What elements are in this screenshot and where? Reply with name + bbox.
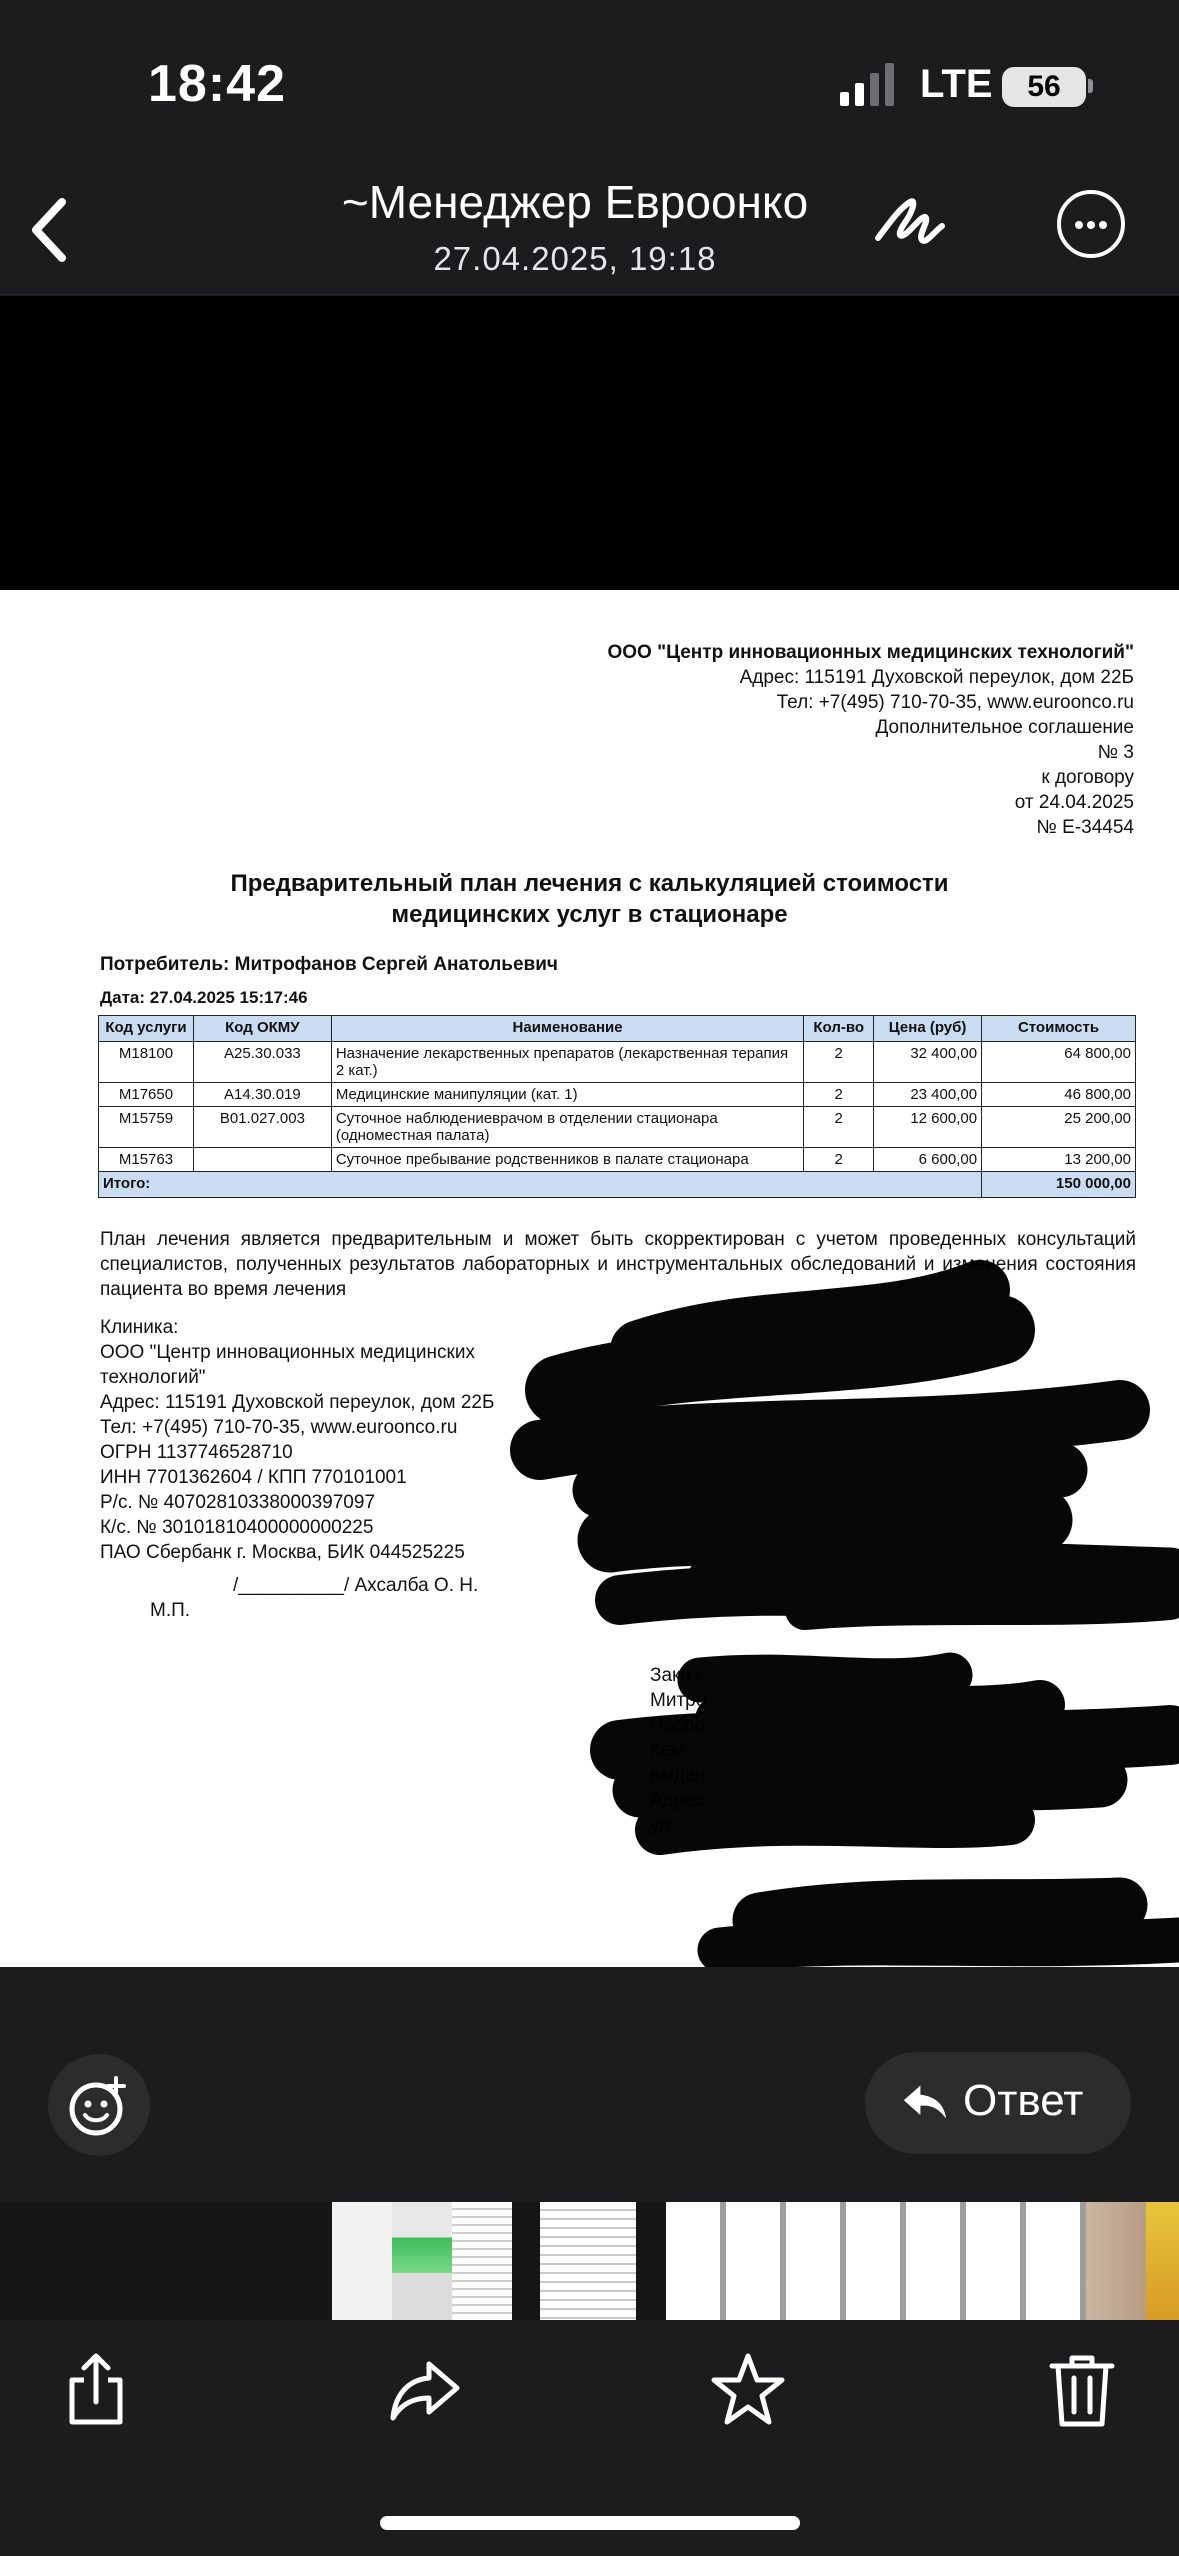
thumbnail[interactable] [452, 2202, 512, 2320]
add-reaction-button[interactable] [48, 2054, 150, 2156]
quantity: 2 [804, 1148, 874, 1172]
sender-title: ~Менеджер Евроонко [341, 176, 809, 228]
quantity: 2 [804, 1042, 874, 1083]
reply-button[interactable] [865, 2052, 1131, 2154]
customer-fragment: Адрес [650, 1790, 705, 1811]
share-icon[interactable] [56, 2350, 136, 2430]
cost: 13 200,00 [982, 1148, 1136, 1172]
service-code: M15763 [99, 1148, 194, 1172]
total-value: 150 000,00 [982, 1172, 1136, 1198]
smiley-plus-icon [48, 2054, 150, 2156]
home-indicator [380, 2516, 800, 2530]
redaction-scribble [0, 590, 1179, 1967]
service-name: Суточное пребывание родственников в палате стационара [331, 1148, 803, 1172]
clinic-line: ОГРН 1137746528710 [100, 1442, 293, 1463]
quantity: 2 [804, 1107, 874, 1148]
document-image [0, 590, 1179, 1967]
clinic-line: К/с. № 30101810400000000225 [100, 1517, 374, 1538]
battery-tip [1088, 79, 1093, 93]
clinic-line: ИНН 7701362604 / КПП 770101001 [100, 1467, 407, 1488]
col-header: Стоимость [982, 1016, 1136, 1042]
customer-fragment: Паспо [650, 1715, 705, 1736]
service-name: Суточное наблюдениеврачом в отделении стационара (одноместная палата) [331, 1107, 803, 1148]
status-time: 18:42 [148, 55, 286, 113]
cost: 46 800,00 [982, 1083, 1136, 1107]
customer-fragment: Заказ [650, 1665, 700, 1686]
reply-label: Ответ [963, 2076, 1084, 2125]
clinic-line: Р/с. № 40702810338000397097 [100, 1492, 376, 1513]
battery-icon: 56 [1002, 67, 1086, 107]
contract-label: к договору [1041, 767, 1134, 788]
signal-icon [838, 62, 898, 106]
customer-fragment: Кем [650, 1740, 685, 1761]
cost: 64 800,00 [982, 1042, 1136, 1083]
clinic-line: Тел: +7(495) 710-70-35, www.euroonco.ru [100, 1417, 458, 1438]
agreement-label: Дополнительное соглашение [875, 717, 1134, 738]
clinic-line: ООО "Центр инновационных медицинских [100, 1342, 475, 1363]
clinic-line: Клиника: [100, 1317, 179, 1338]
consumer-name: Потребитель: Митрофанов Сергей Анатольевич [100, 954, 558, 975]
thumbnail[interactable] [1146, 2202, 1179, 2320]
org-address: Адрес: 115191 Духовской переулок, дом 22Б [739, 667, 1134, 688]
thumbnail[interactable] [392, 2202, 452, 2320]
col-header: Цена (руб) [874, 1016, 982, 1042]
okmu-code: A14.30.019 [193, 1083, 331, 1107]
org-name: ООО "Центр инновационных медицинских технологий" [607, 642, 1134, 663]
customer-fragment: Митро [650, 1690, 707, 1711]
price: 12 600,00 [874, 1107, 982, 1148]
thumbnail-strip[interactable] [0, 2202, 1179, 2320]
trash-icon[interactable] [1042, 2350, 1122, 2430]
thumbnail-group[interactable] [666, 2202, 1086, 2320]
total-label: Итого: [99, 1172, 982, 1198]
service-name: Медицинские манипуляции (кат. 1) [331, 1083, 803, 1107]
service-name: Назначение лекарственных препаратов (лекарственная терапия 2 кат.) [331, 1042, 803, 1083]
clinic-line: технологий" [100, 1367, 206, 1388]
network-label: LTE [920, 62, 993, 106]
chat-header [0, 150, 1179, 295]
thumbnail[interactable] [540, 2202, 636, 2320]
thumbnail[interactable] [1086, 2202, 1146, 2320]
message-timestamp: 27.04.2025, 19:18 [433, 240, 717, 277]
col-header: Код ОКМУ [193, 1016, 331, 1042]
okmu-code: B01.027.003 [193, 1107, 331, 1148]
more-options-icon[interactable] [1057, 190, 1125, 258]
contract-number: № Е-34454 [1036, 817, 1134, 838]
service-code: M17650 [99, 1083, 194, 1107]
star-icon[interactable] [708, 2350, 788, 2430]
customer-fragment: ул [650, 1815, 671, 1836]
stamp-label: М.П. [150, 1600, 191, 1621]
customer-fragment: выдан [650, 1765, 706, 1786]
agreement-number: № 3 [1097, 742, 1134, 763]
contract-date: от 24.04.2025 [1014, 792, 1134, 813]
clinic-line: ПАО Сбербанк г. Москва, БИК 044525225 [100, 1542, 465, 1563]
forward-icon[interactable] [385, 2350, 465, 2430]
price: 23 400,00 [874, 1083, 982, 1107]
document-title-line-1: Предварительный план лечения с калькуляцией стоимости [230, 870, 949, 897]
cost: 25 200,00 [982, 1107, 1136, 1148]
thumbnail[interactable] [332, 2202, 392, 2320]
reply-arrow-icon [901, 2080, 949, 2126]
col-header: Код услуги [99, 1016, 194, 1042]
service-code: M15759 [99, 1107, 194, 1148]
image-backdrop [0, 296, 1179, 590]
document-date: Дата: 27.04.2025 15:17:46 [100, 988, 308, 1007]
quantity: 2 [804, 1083, 874, 1107]
plan-note: План лечения является предварительным и может быть скорректирован с учетом проведенных консультаций специалистов, полученных результатов лабораторных и инструментальных обследований и изменения состояния пациента во время лечения [100, 1229, 1136, 1300]
org-phone: Тел: +7(495) 710-70-35, www.euroonco.ru [776, 692, 1134, 713]
price: 32 400,00 [874, 1042, 982, 1083]
okmu-code: A25.30.033 [193, 1042, 331, 1083]
document-title-line-2: медицинских услуг в стационаре [391, 901, 788, 928]
col-header: Наименование [331, 1016, 803, 1042]
clinic-signature: /__________/ Ахсалба О. Н. [233, 1575, 479, 1596]
service-code: M18100 [99, 1042, 194, 1083]
price: 6 600,00 [874, 1148, 982, 1172]
col-header: Кол-во [804, 1016, 874, 1042]
clinic-line: Адрес: 115191 Духовской переулок, дом 22Б [100, 1392, 495, 1413]
markup-pen-icon[interactable] [870, 180, 950, 270]
